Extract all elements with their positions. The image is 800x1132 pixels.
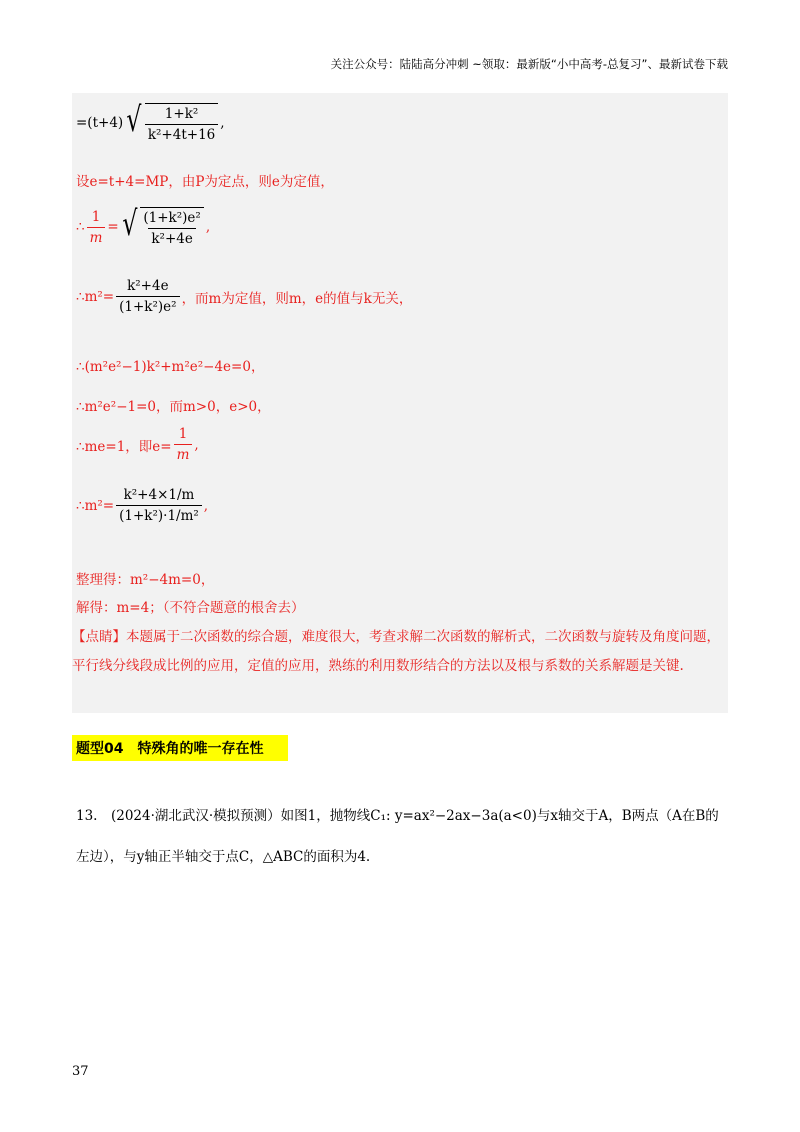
solution-line-6: ∴m²e²−1=0，而m>0，e>0， (76, 399, 271, 415)
solution-line-3: ∴ $\frac{1}{m}$ = √ $\frac{\text{(1+k²)e²}}{\text{k²+4e}}$ , (76, 204, 211, 247)
key-point-note: 【点睛】本题属于二次函数的综合题，难度很大，考查求解二次函数的解析式，二次函数与旋转及角度问题，平行线分线段成比例的应用，定值的应用，熟练的利用数形结合的方法以及根与系数的关系解题是关键. (72, 629, 720, 674)
solution-line-2: 设e=t+4=MP，由P为定点，则e为定值， (76, 174, 334, 190)
section-heading: 题型04 特殊角的唯一存在性 (72, 735, 288, 761)
solution-line-7: ∴me=1，即e= $\frac{1}{m}$ , (76, 426, 199, 463)
page-number: 37 (72, 1064, 89, 1079)
solution-line-1: =(t+4) √ $\frac{\text{1+k²}}{\text{k²+4t+16}}$ , (76, 100, 225, 143)
question-13: 13. (2024·湖北武汉·模拟预测）如图1，抛物线C₁: y=ax²−2ax−3a(a<0)与x轴交于A，B两点（A在B的左边），与y轴正半轴交于点C，△ABC的面积为4. (76, 808, 719, 865)
fraction-denominator: k²+4t+16 (145, 124, 218, 143)
solution-line-5: ∴(m²e²−1)k²+m²e²−4e=0， (76, 359, 265, 375)
solution-line-10: 解得：m=4；（不符合题意的根舍去） (76, 600, 305, 616)
fraction-numerator: 1+k² (164, 106, 199, 122)
solution-line-4: ∴m²= $\frac{\text{k²+4e}}{\text{(1+k²)e²}}$ ，而m为定值，则m，e的值与k无关， (76, 278, 413, 315)
solution-line-9: 整理得：m²−4m=0， (76, 572, 215, 588)
expr-prefix: =(t+4) (76, 115, 124, 131)
sqrt-expression: √ $\frac{\text{1+k²}}{\text{k²+4t+16}}$ (123, 103, 220, 143)
page-header: 关注公众号：陆陆高分冲刺 ~领取：最新版“小中高考-总复习”、最新试卷下载 (330, 57, 728, 71)
sqrt-expression: √ $\frac{\text{(1+k²)e²}}{\text{k²+4e}}$ (119, 207, 206, 247)
solution-line-8: ∴m²= $\frac{\text{k²+4×1/m}}{\text{(1+k²)·1/m²}}$ , (76, 487, 209, 524)
